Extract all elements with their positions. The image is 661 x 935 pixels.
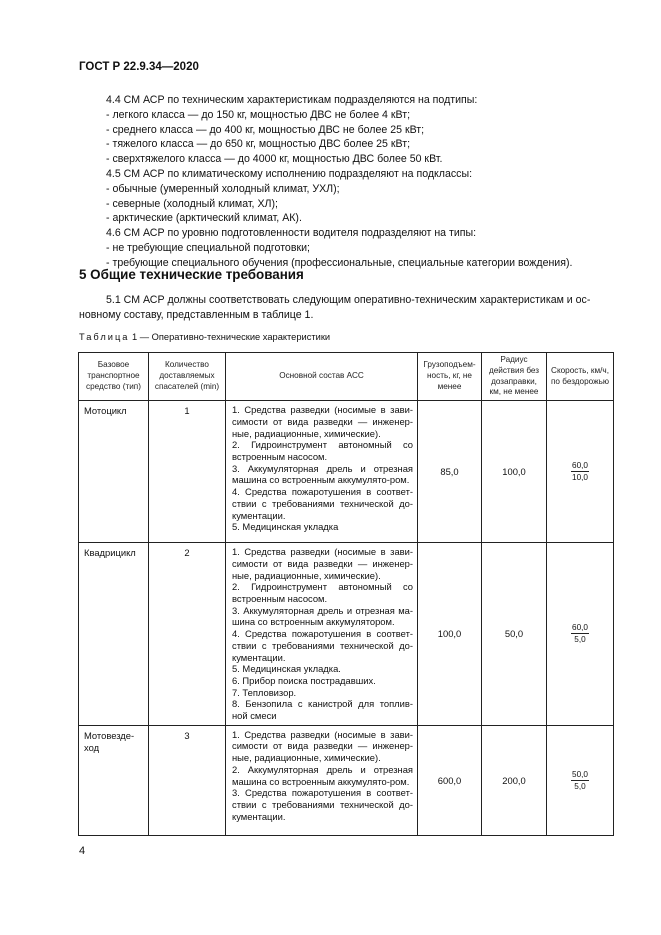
composition-cell (226, 401, 418, 543)
list-item: - северные (холодный климат, ХЛ); (106, 197, 278, 210)
speed-numerator: 60,0 (572, 623, 588, 633)
caption-text: 1 — Оперативно-технические характеристики (129, 332, 331, 342)
composition-item: 2. Аккумуляторная дрель и отрезная машина со встроенным аккумулято-ром. (232, 763, 413, 787)
capacity-cell: 100,0 (418, 543, 482, 726)
page-number: 4 (79, 845, 86, 857)
range-cell: 100,0 (482, 401, 547, 543)
header-capacity: Грузоподъем-ность, кг, не менее (418, 353, 482, 401)
list-item: - тяжелого класса — до 650 кг, мощностью ДВС более 25 кВт; (106, 138, 411, 151)
composition-item: 4. Средства пожаротушения в соответ-ствии с требованиями технической до-кументации. (232, 486, 413, 521)
composition-item: 8. Бензопила с канистрой для топлив-ной смеси (232, 698, 413, 722)
count-cell: 1 (149, 401, 226, 543)
list-item: - легкого класса — до 150 кг, мощностью ДВС не более 4 кВт; (106, 108, 411, 121)
capacity-cell: 600,0 (418, 725, 482, 835)
composition-cell (226, 543, 418, 726)
paragraph-4-6: 4.6 СМ АСР по уровню подготовленности водителя подразделяют на типы: (106, 227, 477, 240)
header-composition: Основной состав АСС (226, 353, 418, 401)
composition-item: 1. Средства разведки (носимые в зави-симости от вида разведки — инженер-ные, радиационные, химические). (232, 546, 413, 581)
composition-item: 4. Средства пожаротушения в соответ-ствии с требованиями технической до-кументации. (232, 628, 413, 663)
vehicle-cell: Мотоцикл (79, 401, 149, 543)
speed-denominator: 5,0 (574, 781, 586, 791)
speed-numerator: 60,0 (572, 461, 588, 471)
composition-item: 2. Гидроинструмент автономный со встроенным насосом. (232, 439, 413, 462)
composition-cell (226, 725, 418, 835)
list-item: - сверхтяжелого класса — до 4000 кг, мощностью ДВС более 50 кВт. (106, 153, 443, 166)
count-cell: 2 (149, 543, 226, 726)
vehicle-cell: Мотовезде-ход (79, 725, 149, 835)
range-cell: 50,0 (482, 543, 547, 726)
header-range: Радиус действия без дозаправки, км, не менее (482, 353, 547, 401)
composition-item: 5. Медицинская укладка. (232, 663, 341, 675)
composition-item: 3. Средства пожаротушения в соответ-ствии с требованиями технической до-кументации. (232, 787, 413, 822)
paragraph-4-4: 4.4 СМ АСР по техническим характеристикам подразделяются на подтипы: (106, 94, 478, 106)
composition-item: 2. Гидроинструмент автономный со встроенным насосом. (232, 581, 413, 604)
caption-label: Таблица (79, 332, 130, 342)
composition-item: 3. Аккумуляторная дрель и отрезная ма-шина со встроенным аккумулятором. (232, 604, 413, 628)
capacity-cell: 85,0 (418, 401, 482, 543)
speed-cell (547, 401, 614, 543)
characteristics-table (78, 352, 614, 836)
speed-denominator: 10,0 (572, 473, 588, 483)
speed-fraction (571, 622, 589, 645)
list-item: - требующие специального обучения (профессиональные, специальные категории вождения). (106, 256, 573, 269)
speed-cell (547, 543, 614, 726)
composition-item: 1. Средства разведки (носимые в зави-симости от вида разведки — инженер-ные, радиационные, химические). (232, 728, 413, 764)
composition-item: 6. Прибор поиска пострадавших. (232, 674, 376, 686)
table-caption (79, 332, 330, 342)
list-item: - не требующие специальной подготовки; (106, 242, 310, 254)
speed-denominator: 5,0 (574, 635, 586, 645)
intro-line: 5.1 СМ АСР должны соответствовать следующим оперативно-техническим характеристикам и ос- (106, 294, 591, 306)
list-item: - обычные (умеренный холодный климат, УХЛ); (106, 182, 340, 195)
table-row (79, 725, 614, 835)
composition-item: 7. Тепловизор. (232, 686, 297, 698)
speed-fraction (571, 769, 589, 792)
range-cell: 200,0 (482, 725, 547, 835)
list-item: - среднего класса — до 400 кг, мощностью ДВС не более 25 кВт; (106, 123, 425, 136)
header-count: Количество доставляемых спасателей (min) (149, 353, 226, 401)
list-item: - арктические (арктический климат, АК). (106, 212, 302, 225)
header-vehicle: Базовое транспортное средство (тип) (79, 353, 149, 401)
table-header-row (79, 353, 614, 401)
speed-cell (547, 725, 614, 835)
header-speed: Скорость, км/ч, по бездорожью (547, 353, 614, 401)
speed-numerator: 50,0 (572, 769, 588, 779)
intro-line: новному составу, представленным в таблице 1. (79, 308, 314, 321)
paragraph-4-5: 4.5 СМ АСР по климатическому исполнению подразделяют на подклассы: (106, 168, 473, 180)
table-row (79, 543, 614, 726)
speed-fraction (571, 460, 589, 483)
document-header: ГОСТ Р 22.9.34—2020 (79, 61, 199, 73)
section-title: 5 Общие технические требования (79, 267, 304, 282)
vehicle-cell: Квадрицикл (79, 543, 149, 726)
composition-item: 1. Средства разведки (носимые в зави-симости от вида разведки — инженер-ные, радиационные, химические). (232, 404, 413, 439)
count-cell: 3 (149, 725, 226, 835)
composition-item: 3. Аккумуляторная дрель и отрезная машина со встроенным аккумулято-ром. (232, 462, 413, 486)
composition-item: 5. Медицинская укладка (232, 521, 339, 533)
table-row (79, 401, 614, 543)
